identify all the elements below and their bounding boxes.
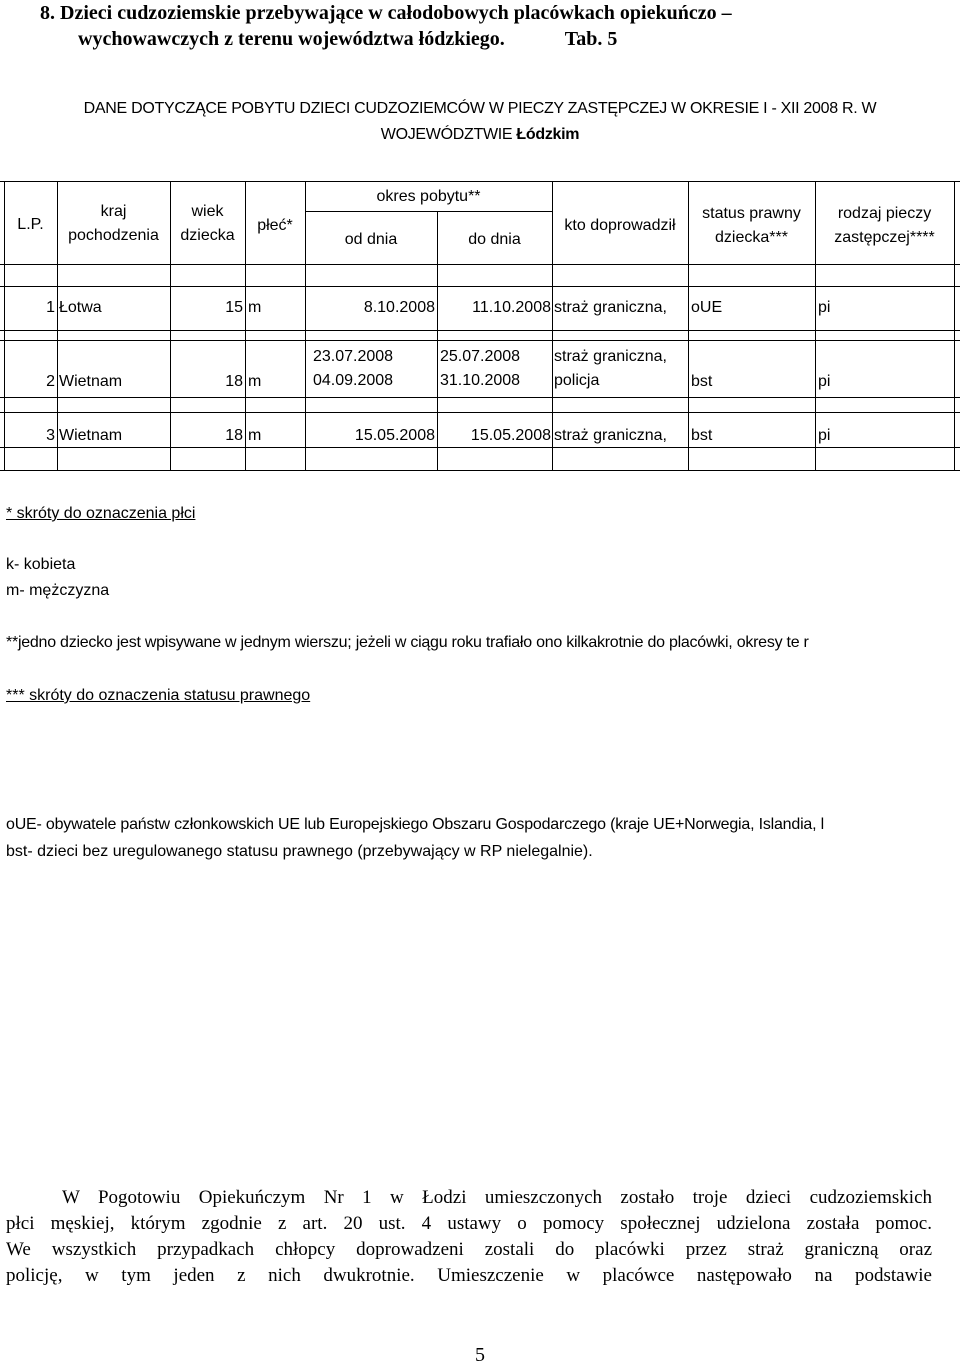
note-kobieta: k- kobieta (6, 556, 76, 573)
cell-lp: 2 (46, 373, 55, 390)
data-title-line1: DANE DOTYCZĄCE POBYTU DZIECI CUDZOZIEMCÓW W PIECZY ZASTĘPCZEJ W OKRESIE I - XII 2008 R. W (83, 100, 877, 117)
table-row-separator (0, 286, 960, 287)
cell-kto-line1: straż graniczna, (554, 348, 667, 365)
data-title-line2: WOJEWÓDZTWIE (380, 126, 517, 143)
header-plec: płeć* (257, 217, 293, 234)
note-plec-title: * skróty do oznaczenia płci (6, 505, 196, 522)
header-kraj-line1: kraj (100, 203, 127, 220)
cell-kto (554, 345, 667, 393)
paragraph-line4: policję, w tym jeden z nich dwukrotnie. Umieszczenie w placówce następowało na podstawie (6, 1265, 932, 1286)
table-header-bottom (0, 264, 960, 265)
header-okres: okres pobytu** (376, 188, 481, 205)
cell-wiek: 18 (225, 373, 243, 390)
section-heading-line1: 8. Dzieci cudzoziemskie przebywające w całodobowych placówkach opiekuńczo – (40, 2, 732, 24)
header-od-dnia: od dnia (344, 231, 398, 248)
header-kto: kto doprowadził (564, 217, 676, 234)
cell-plec: m (248, 427, 262, 444)
data-title-region: Łódzkim (516, 126, 580, 143)
header-wiek-line2: dziecka (180, 227, 235, 244)
paragraph-line2: płci męskiej, którym zgodnie z art. 20 ust. 4 ustawy o pomocy społecznej udzielona została pomoc. (6, 1213, 932, 1234)
section-heading (40, 0, 732, 52)
paragraph-line1: W Pogotowiu Opiekuńczym Nr 1 w Łodzi umieszczonych zostało troje dzieci cudzoziemskich (62, 1187, 932, 1208)
table-row-separator (0, 330, 960, 331)
cell-rodzaj: pi (818, 373, 831, 390)
cell-kraj: Łotwa (59, 299, 102, 316)
cell-od: 8.10.2008 (363, 299, 435, 316)
cell-do: 11.10.2008 (472, 299, 551, 316)
cell-plec: m (248, 299, 262, 316)
note-oue: oUE- obywatele państw członkowskich UE lub Europejskiego Obszaru Gospodarczego (kraje UE+Norwegia, Islandia, l (6, 816, 824, 833)
note-status-title: *** skróty do oznaczenia statusu prawnego (6, 687, 311, 704)
cell-do-line2: 31.10.2008 (440, 372, 521, 389)
header-status-line1: status prawny (702, 205, 801, 222)
cell-do (440, 345, 520, 393)
header-rodzaj-line2: zastępczej**** (834, 229, 935, 246)
header-wiek (170, 200, 245, 248)
cell-do-line1: 25.07.2008 (440, 348, 521, 365)
table-row-separator (0, 397, 960, 398)
section-heading-line2: wychowawczych z terenu województwa łódzkiego. (78, 28, 505, 50)
cell-rodzaj: pi (818, 299, 831, 316)
okres-subheader-line (305, 211, 552, 212)
note-mezczyzna: m- mężczyzna (6, 582, 110, 599)
header-do-dnia: do dnia (468, 231, 521, 248)
cell-kraj: Wietnam (59, 427, 123, 444)
header-rodzaj-line1: rodzaj pieczy (837, 205, 932, 222)
cell-od (313, 345, 393, 393)
table-row-separator (0, 340, 960, 341)
table-row-separator (0, 412, 960, 413)
table-col-line (954, 181, 955, 470)
table-reference: Tab. 5 (564, 28, 618, 50)
header-wiek-line1: wiek (191, 203, 224, 220)
cell-plec: m (248, 373, 262, 390)
cell-kto: straż graniczna, (554, 299, 667, 316)
cell-kto-line2: policja (554, 372, 600, 389)
body-paragraph (6, 1185, 932, 1289)
cell-status: bst (691, 427, 713, 444)
header-kraj (57, 200, 170, 248)
cell-od: 15.05.2008 (354, 427, 435, 444)
cell-wiek: 18 (225, 427, 243, 444)
header-lp: L.P. (17, 216, 44, 233)
note-okres: **jedno dziecko jest wpisywane w jednym wierszu; jeżeli w ciągu roku trafiało ono kilkakrotnie do placówki, okresy te r (6, 634, 809, 651)
cell-lp: 1 (46, 299, 55, 316)
table-border-bottom (0, 470, 960, 471)
cell-kto: straż graniczna, (554, 427, 667, 444)
page-number: 5 (475, 1344, 485, 1366)
header-rodzaj (815, 202, 954, 250)
header-kraj-line2: pochodzenia (68, 227, 159, 244)
cell-kraj: Wietnam (59, 373, 123, 390)
cell-do: 15.05.2008 (470, 427, 551, 444)
paragraph-line3: We wszystkich przypadkach chłopcy doprowadzeni zostali do placówki przez straż graniczną oraz (6, 1239, 932, 1260)
header-status-line2: dziecka*** (715, 229, 788, 246)
cell-lp: 3 (46, 427, 55, 444)
cell-status: oUE (691, 299, 723, 316)
cell-status: bst (691, 373, 713, 390)
cell-od-line2: 04.09.2008 (313, 372, 394, 389)
cell-od-line1: 23.07.2008 (313, 348, 394, 365)
data-title (0, 96, 960, 148)
header-status (688, 202, 815, 250)
cell-wiek: 15 (225, 299, 243, 316)
cell-rodzaj: pi (818, 427, 831, 444)
table-border-top (0, 181, 960, 182)
note-bst: bst- dzieci bez uregulowanego statusu prawnego (przebywający w RP nielegalnie). (6, 843, 593, 860)
